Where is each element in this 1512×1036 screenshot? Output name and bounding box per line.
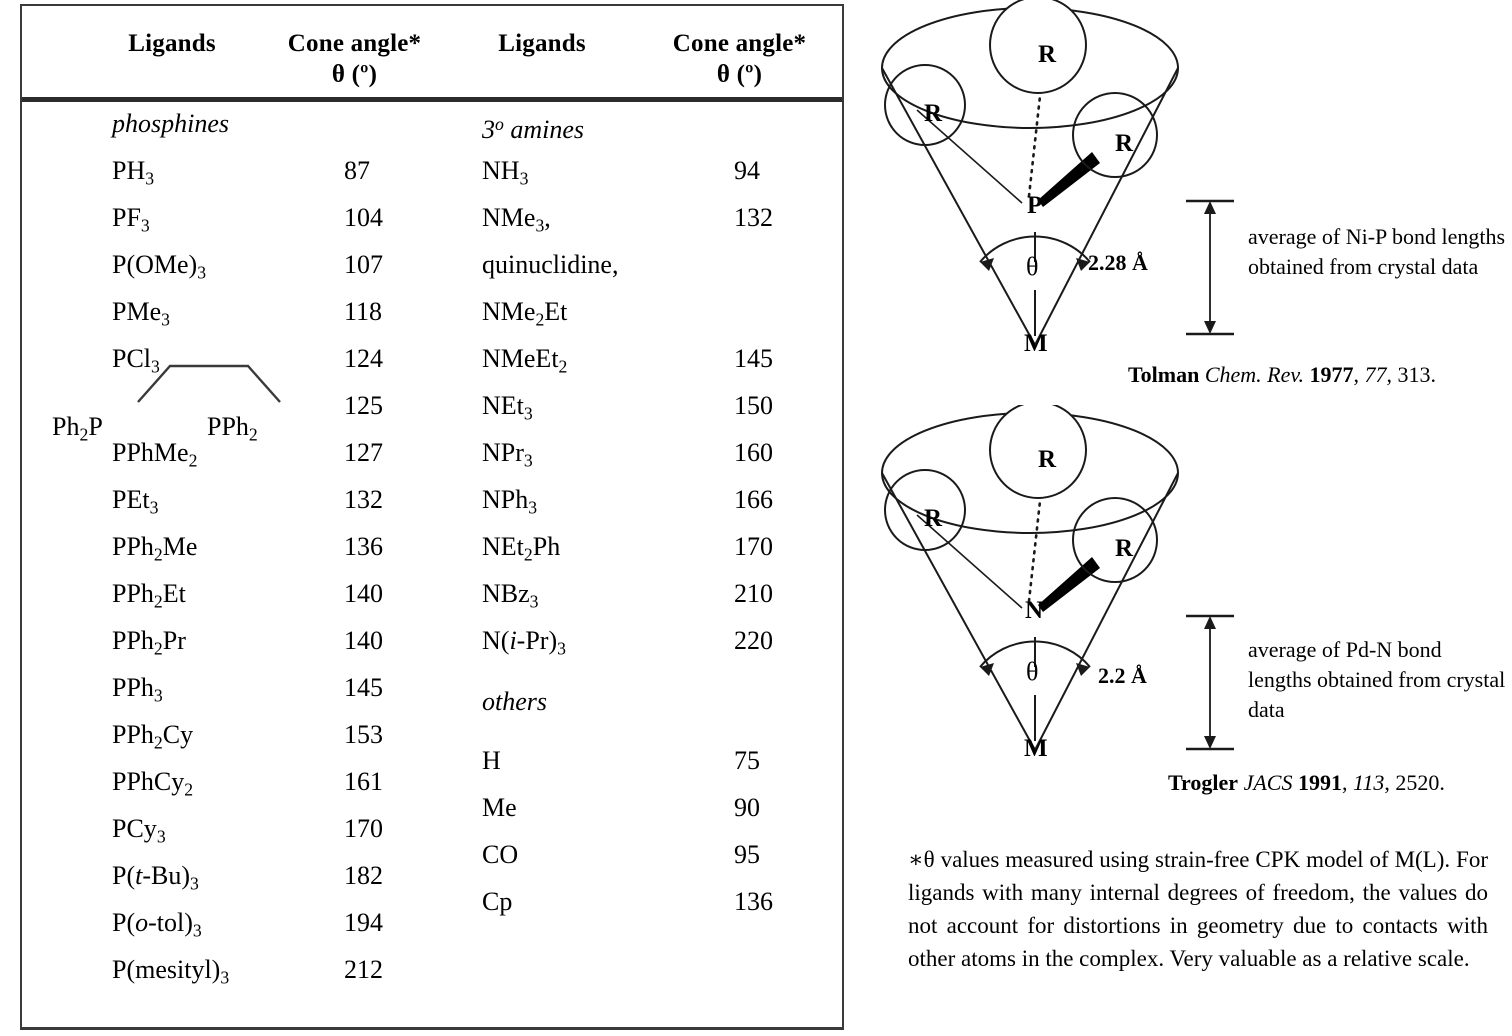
table-row <box>462 484 844 531</box>
dimension-value-tolman: 2.28 Å <box>1088 250 1148 275</box>
cone-angle-value: 160 <box>734 438 773 467</box>
citation-page-trogler: 2520. <box>1395 770 1445 795</box>
header-cone-angle-1 <box>247 28 462 91</box>
table-row <box>462 343 844 390</box>
cone-angle-value: 95 <box>734 840 760 869</box>
header-ligands-2 <box>462 28 622 59</box>
ligand-name: $PH_3$ <box>112 156 155 189</box>
table-row <box>462 296 844 343</box>
ligand-name: PPh$_2$Et <box>112 579 186 612</box>
citation-tolman: Tolman Chem. Rev. 1977, 77, 313. <box>1128 362 1436 387</box>
header-ligands-1-label: Ligands <box>128 30 216 57</box>
ligand-name: NBz$_3$ <box>482 579 539 612</box>
ligand-name: NMe$_3$, <box>482 203 551 236</box>
ligand-name: $P(o-tol)_3$ <box>112 908 202 941</box>
r-label-top: R <box>1038 446 1057 473</box>
table-row <box>22 719 462 766</box>
header-cone-angle-2 <box>632 28 847 91</box>
header-cone-angle-2-line1: Cone angle* <box>672 30 807 57</box>
cone-angle-value: 125 <box>344 391 383 420</box>
cone-angle-value: 140 <box>344 579 383 608</box>
cone-angle-value: 136 <box>344 532 383 561</box>
cone-angle-value: 107 <box>344 250 383 279</box>
cone-angle-value: 90 <box>734 793 760 822</box>
citation-trogler: Trogler JACS 1991, 113, 2520. <box>1168 770 1445 795</box>
group-header-phosphines <box>22 108 462 155</box>
cone-angle-value: 94 <box>734 156 760 185</box>
r-label-left: R <box>924 100 943 127</box>
cone-svg-tolman <box>870 0 1200 380</box>
citation-page-tolman: 313. <box>1397 362 1436 387</box>
group-header-amines-label: 3$^o$ amines <box>482 114 585 144</box>
cone-angle-value: 118 <box>344 297 383 326</box>
ligand-name: PPh$_2$Me <box>112 532 198 565</box>
cone-angle-value: 170 <box>344 814 383 843</box>
theta-label: θ <box>1026 252 1039 281</box>
ligand-name: PMe$_3$ <box>112 297 170 330</box>
header-cone-angle-1-line2: θ (º) <box>331 61 378 89</box>
ligand-name: PPhCy$_2$ <box>112 767 194 800</box>
table-row <box>462 839 844 886</box>
center-atom-label: P <box>1027 192 1043 219</box>
cone-angle-value: 140 <box>344 626 383 655</box>
theta-label: θ <box>1026 657 1039 686</box>
cone-angle-table <box>20 4 844 1030</box>
center-atom-label: N <box>1025 597 1044 624</box>
table-row <box>22 625 462 672</box>
cone-angle-value: 161 <box>344 767 383 796</box>
table-row <box>22 531 462 578</box>
citation-journal-trogler: JACS <box>1243 770 1293 795</box>
r-label-right: R <box>1115 130 1134 157</box>
citation-volume-tolman: 77 <box>1364 362 1387 387</box>
table-row <box>22 296 462 343</box>
cone-angle-value: 210 <box>734 579 773 608</box>
cone-angle-value: 212 <box>344 955 383 984</box>
ligand-name: PCl$_3$ <box>112 344 160 377</box>
r-label-left: R <box>924 505 943 532</box>
footnote-text: ∗θ values measured using strain-free CPK model of M(L). For ligands with many internal degrees of freedom, the values do not account for distortions in geometry due to contacts with other atoms in the complex. Very valuable as a relative scale. <box>908 847 1488 971</box>
table-row <box>22 437 462 484</box>
ligand-name: $PF_3$ <box>112 203 150 236</box>
ligand-name: CO <box>482 840 519 869</box>
ligand-name: Me <box>482 793 517 822</box>
dppe-right-label: PPh$_2$ <box>207 412 258 445</box>
trogler-cone-diagram <box>870 405 1506 795</box>
dimension-caption-trogler: average of Pd-N bond lengths obtained from crystal data <box>1248 637 1506 722</box>
table-row <box>22 860 462 907</box>
cone-angle-value: 132 <box>734 203 773 232</box>
table-row <box>462 886 844 933</box>
group-header-others <box>462 686 844 733</box>
cone-angle-value: 104 <box>344 203 383 232</box>
r-label-top: R <box>1038 41 1057 68</box>
table-row <box>22 202 462 249</box>
ligand-name: PPh$_3$ <box>112 673 163 706</box>
table-row <box>462 155 844 202</box>
ligand-name: PPhMe$_2$ <box>112 438 198 471</box>
citation-year-tolman: 1977 <box>1309 362 1354 387</box>
table-row <box>22 813 462 860</box>
table-row <box>462 792 844 839</box>
table-row <box>22 672 462 719</box>
group-header-phosphines-label: phosphines <box>112 109 229 138</box>
ligand-name: H <box>482 746 501 775</box>
header-ligands-2-label: Ligands <box>498 30 586 57</box>
table-row <box>462 390 844 437</box>
metal-atom-label: M <box>1024 735 1048 762</box>
citation-year-trogler: 1991 <box>1297 770 1342 795</box>
table-row <box>462 437 844 484</box>
cone-angle-value: 182 <box>344 861 383 890</box>
ligand-name: Cp <box>482 887 513 916</box>
header-cone-angle-1-line1: Cone angle* <box>287 30 422 57</box>
header-ligands-1 <box>92 28 252 59</box>
ligand-name: PEt$_3$ <box>112 485 159 518</box>
ligand-name: NMe$_2$Et <box>482 297 568 330</box>
citation-volume-trogler: 113 <box>1352 770 1385 795</box>
table-row <box>462 202 844 249</box>
ligand-name: NEt$_2$Ph <box>482 532 561 565</box>
dimension-bar-tolman <box>1180 196 1240 341</box>
cone-angle-value: 124 <box>344 344 383 373</box>
dimension-value-trogler: 2.2 Å <box>1098 663 1147 688</box>
group-header-amines <box>462 108 844 155</box>
table-row <box>22 907 462 954</box>
ligand-name: quinuclidine, <box>482 250 619 279</box>
cone-svg-trogler <box>870 405 1200 785</box>
r-label-right: R <box>1115 535 1134 562</box>
table-row <box>22 155 462 202</box>
ligand-name: NMeEt$_2$ <box>482 344 568 377</box>
cone-angle-value: 127 <box>344 438 383 467</box>
table-body <box>22 102 842 1022</box>
cone-angle-value: 75 <box>734 746 760 775</box>
table-row <box>22 390 462 445</box>
table-row <box>22 249 462 296</box>
tolman-cone-diagram <box>870 0 1506 387</box>
cone-angle-value: 145 <box>344 673 383 702</box>
ligand-name: $NH_3$ <box>482 156 529 189</box>
ligand-name: $P(OMe)_3$ <box>112 250 207 283</box>
ligand-name: NEt$_3$ <box>482 391 533 424</box>
cone-angle-value: 170 <box>734 532 773 561</box>
cone-angle-value: 132 <box>344 485 383 514</box>
cone-angle-value: 87 <box>344 156 370 185</box>
cone-angle-value: 220 <box>734 626 773 655</box>
ligand-name: NPh$_3$ <box>482 485 538 518</box>
table-row <box>462 578 844 625</box>
ligand-name: NPr$_3$ <box>482 438 533 471</box>
cone-angle-value: 145 <box>734 344 773 373</box>
ligand-name: PCy$_3$ <box>112 814 166 847</box>
table-row <box>462 625 844 672</box>
dimension-bar-trogler <box>1180 611 1240 756</box>
ligand-name: PPh$_2$Cy <box>112 720 194 753</box>
citation-journal-tolman: Chem. Rev. <box>1204 362 1304 387</box>
dppe-bridge-svg <box>130 358 300 404</box>
table-row <box>462 745 844 792</box>
cone-angle-value: 194 <box>344 908 383 937</box>
ligand-name: $P(t-Bu)_3$ <box>112 861 199 894</box>
cone-angle-value: 166 <box>734 485 773 514</box>
header-cone-angle-2-line2: θ (º) <box>716 61 763 89</box>
citation-author-trogler: Trogler <box>1168 770 1239 795</box>
table-header-row <box>22 6 842 102</box>
cone-angle-value: 153 <box>344 720 383 749</box>
cone-angle-value: 136 <box>734 887 773 916</box>
ligand-name: PPh$_2$Pr <box>112 626 186 659</box>
dppe-left-label: $Ph_2P$ <box>52 412 103 445</box>
table-row <box>22 954 462 1001</box>
table-row <box>22 578 462 625</box>
table-row <box>462 249 844 296</box>
table-row <box>462 531 844 578</box>
table-row <box>22 484 462 531</box>
ligand-name: $N(i-Pr)_3$ <box>482 626 566 659</box>
cone-angle-value: 150 <box>734 391 773 420</box>
table-row <box>22 766 462 813</box>
ligand-name: $P(mesityl)_3$ <box>112 955 230 988</box>
citation-author-tolman: Tolman <box>1128 362 1200 387</box>
group-header-others-label: others <box>482 687 547 716</box>
dimension-caption-tolman: average of Ni-P bond lengths obtained from crystal data <box>1248 224 1506 279</box>
metal-atom-label: M <box>1024 330 1048 357</box>
